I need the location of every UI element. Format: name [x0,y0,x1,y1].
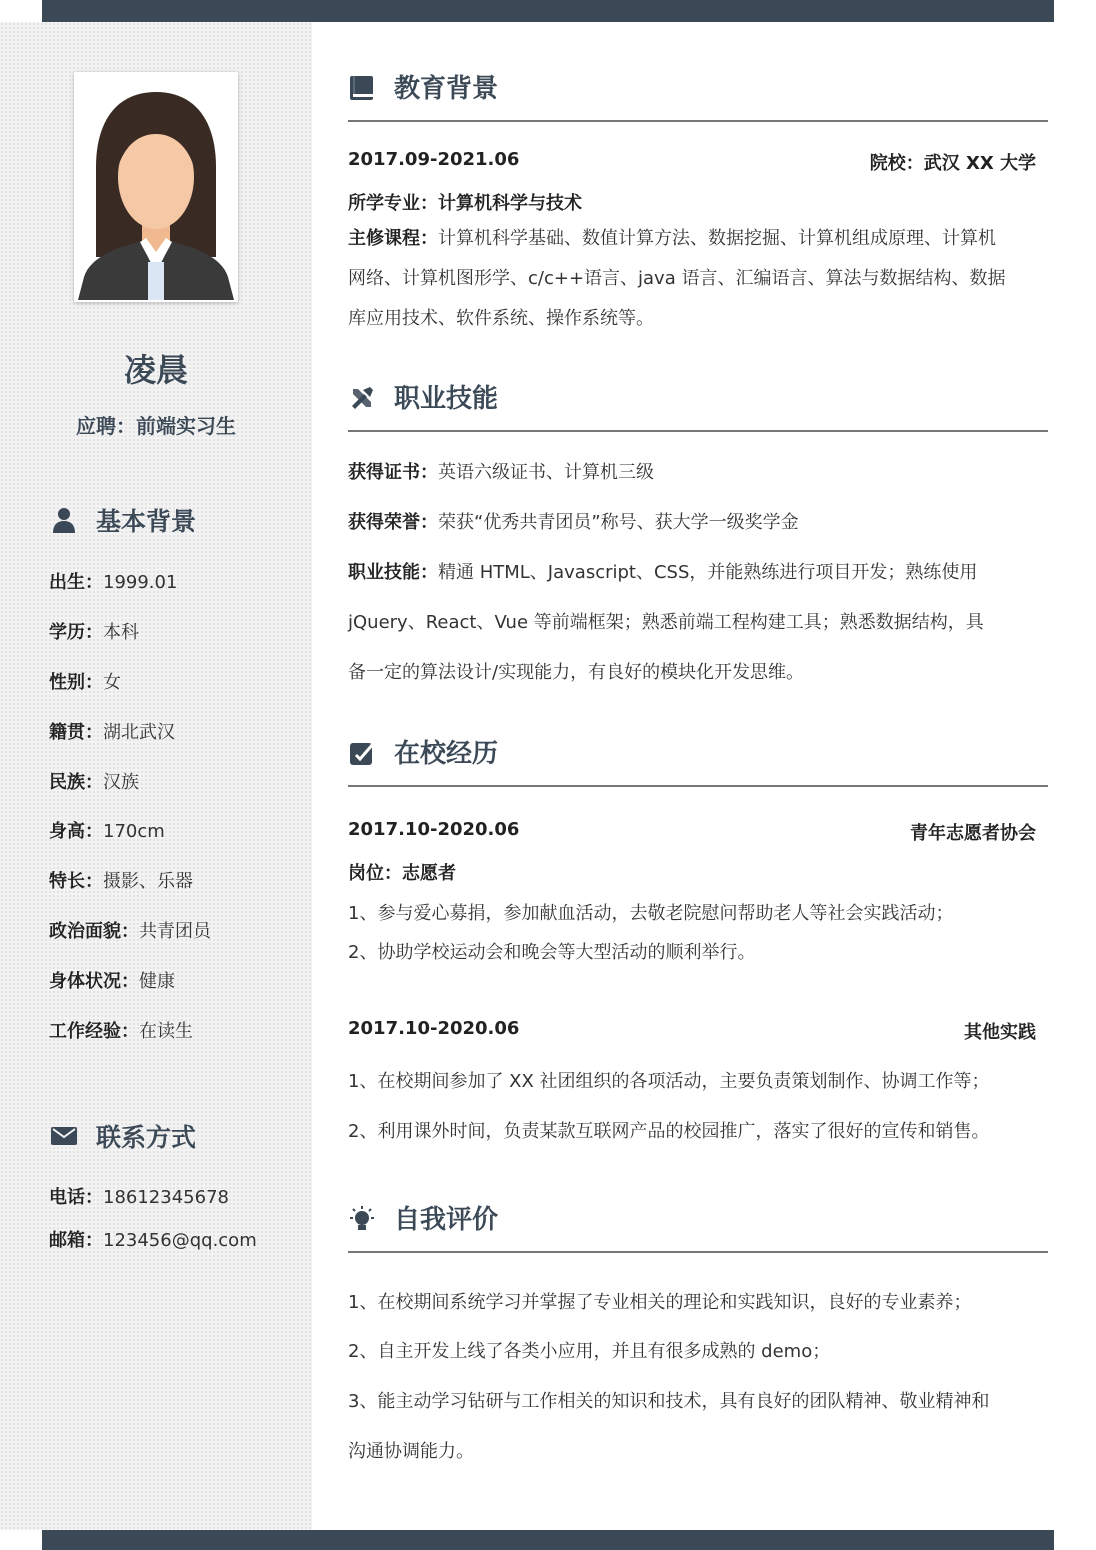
skills-cert: 获得证书：英语六级证书、计算机三级 [348,462,654,483]
avatar-illustration [74,72,238,302]
basic-title: 基本背景 [96,507,197,536]
skills-honor: 获得荣誉：荣获“优秀共青团员”称号、获大学一级奖学金 [348,512,799,533]
bulb-icon [348,1205,376,1233]
education-school: 院校：武汉 XX 大学 [869,153,1036,174]
info-row: 身体状况：健康 [49,971,175,992]
self-item3: 3、能主动学习钻研与工作相关的知识和技术，具有良好的团队精神、敬业精神和 沟通协调能力。 [348,1391,990,1462]
edit-icon [348,739,376,767]
campus-exp1-role: 岗位：志愿者 [348,863,456,884]
info-row: 出生：1999.01 [49,572,178,593]
envelope-icon [50,1122,78,1150]
avatar [74,72,238,302]
campus-exp2-item1: 1、在校期间参加了 XX 社团组织的各项活动，主要负责策划制作、协调工作等； [348,1071,990,1092]
info-row: 工作经验：在读生 [49,1021,193,1042]
candidate-name: 凌晨 [123,351,188,389]
education-date-row [348,149,1040,174]
self-item1: 1、在校期间系统学习并掌握了专业相关的理论和实践知识，良好的专业素养； [348,1292,972,1313]
self-item2: 2、自主开发上线了各类小应用，并且有很多成熟的 demo； [348,1341,831,1362]
phone-row: 电话：18612345678 [49,1187,229,1208]
top-bar [42,0,1054,22]
tools-icon [348,384,376,412]
apply-value: 前端实习生 [136,414,236,438]
self-header [348,1191,1048,1253]
campus-exp2-date-row: 2017.10-2020.06 其他实践 [348,1018,1036,1043]
info-row: 性别：女 [49,672,121,693]
campus-title: 在校经历 [394,739,499,769]
contact-title: 联系方式 [96,1123,197,1152]
skills-detail: 职业技能：精通 HTML、Javascript、CSS，并能熟练进行项目开发；熟练使用 jQuery、React、Vue 等前端框架；熟悉前端工程构建工具；熟悉数据结构，具 备一定的算法设计/实现能力，有良好的模块化开发思维。 [348,562,984,683]
info-row: 学历：本科 [49,622,139,643]
bottom-bar [42,1530,1054,1550]
campus-exp1-date-row: 2017.10-2020.06 青年志愿者协会 [348,819,1036,844]
skills-header [348,370,1048,432]
apply-position [0,410,312,439]
info-row: 特长：摄影、乐器 [49,871,193,892]
info-row: 籍贯：湖北武汉 [49,722,175,743]
self-title: 自我评价 [394,1205,499,1235]
skills-title: 职业技能 [394,384,499,414]
apply-label: 应聘： [76,414,136,438]
info-row: 政治面貌：共青团员 [49,921,211,942]
info-row: 身高：170cm [49,821,165,842]
campus-exp1-item1: 1、参与爱心募捐，参加献血活动，去敬老院慰问帮助老人等社会实践活动； [348,903,954,924]
email-row: 邮箱：123456@qq.com [49,1230,257,1251]
contact-header [50,1118,196,1154]
info-row: 民族：汉族 [49,772,139,793]
basic-header [50,502,196,538]
campus-header [348,725,1048,787]
education-major: 所学专业：计算机科学与技术 [348,193,582,214]
education-title: 教育背景 [394,74,499,104]
campus-exp1-item2: 2、协助学校运动会和晚会等大型活动的顺利举行。 [348,942,756,963]
education-courses: 主修课程：计算机科学基础、数值计算方法、数据挖掘、计算机组成原理、计算机 网络、计算机图形学、c/c++语言、java 语言、汇编语言、算法与数据结构、数据 库应用技术、软件系统、操作系统等。 [348,228,1006,329]
user-icon [50,506,78,534]
education-date: 2017.09-2021.06 [348,149,520,170]
book-icon [348,74,376,102]
education-header [348,60,1048,122]
campus-exp2-item2: 2、利用课外时间，负责某款互联网产品的校园推广，落实了很好的宣传和销售。 [348,1121,990,1142]
